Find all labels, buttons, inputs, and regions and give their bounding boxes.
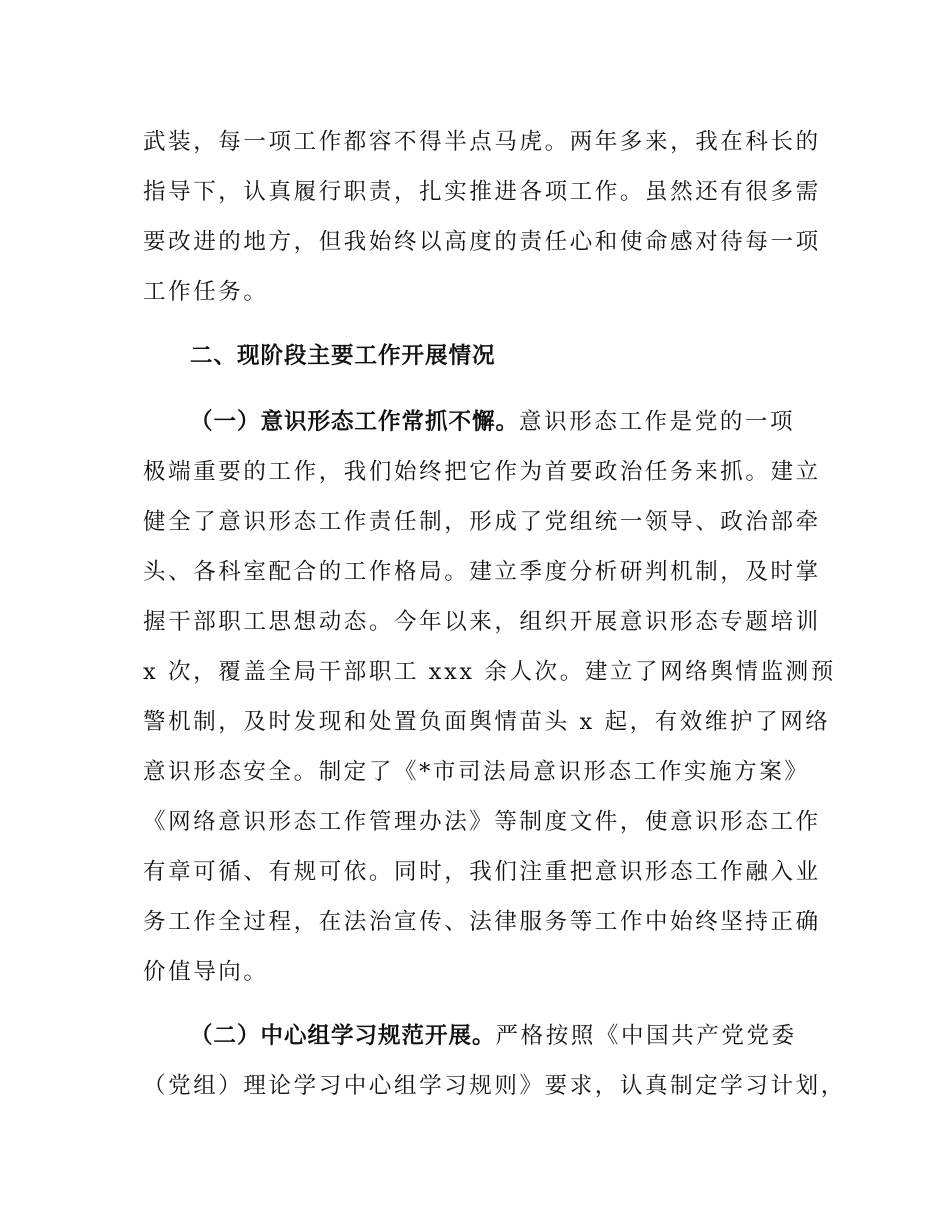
para1-line-4: 工作任务。 — [143, 279, 269, 305]
sub1-line-7: 意识形态安全。制定了《*市司法局意识形态工作实施方案》 — [143, 759, 810, 785]
para1-line-2: 指导下，认真履行职责，扎实推进各项工作。虽然还有很多需 — [143, 179, 821, 205]
sub1-line-11: 价值导向。 — [143, 959, 269, 985]
sub1-first-line — [190, 402, 870, 442]
sub2-first-line — [190, 1016, 870, 1056]
sub1-line-4: 握干部职工思想动态。今年以来，组织开展意识形态专题培训 — [143, 609, 821, 635]
sub2-line-1: （党组）理论学习中心组学习规则》要求，认真制定学习计划， — [143, 1073, 846, 1099]
para1-line-1: 武装，每一项工作都容不得半点马虎。两年多来，我在科长的 — [143, 129, 821, 155]
sub1-line-3: 头、各科室配合的工作格局。建立季度分析研判机制，及时掌 — [143, 559, 821, 585]
sub1-line-2: 健全了意识形态工作责任制，形成了党组统一领导、政治部牵 — [143, 509, 821, 535]
para1-line-3: 要改进的地方，但我始终以高度的责任心和使命感对待每一项 — [143, 229, 821, 255]
sub1-lead-text: 意识形态工作是党的一项 — [519, 409, 796, 435]
sub1-line-9: 有章可循、有规可依。同时，我们注重把意识形态工作融入业 — [143, 859, 821, 885]
sub2-lead-text: 严格按照《中国共产党党委 — [495, 1023, 797, 1049]
sub1-line-8: 《网络意识形态工作管理办法》等制度文件，使意识形态工作 — [143, 809, 821, 835]
sub1-line-10: 务工作全过程，在法治宣传、法律服务等工作中始终坚持正确 — [143, 909, 821, 935]
sub1-line-5: x 次，覆盖全局干部职工 xxx 余人次。建立了网络舆情监测预 — [143, 659, 836, 685]
sub1-line-6: 警机制，及时发现和处置负面舆情苗头 x 起，有效维护了网络 — [143, 709, 831, 735]
sub2-title: （二）中心组学习规范开展。 — [190, 1023, 496, 1049]
sub1-line-1: 极端重要的工作，我们始终把它作为首要政治任务来抓。建立 — [143, 459, 821, 485]
sub1-title: （一）意识形态工作常抓不懈。 — [190, 409, 520, 435]
section-heading: 二、现阶段主要工作开展情况 — [190, 343, 496, 369]
